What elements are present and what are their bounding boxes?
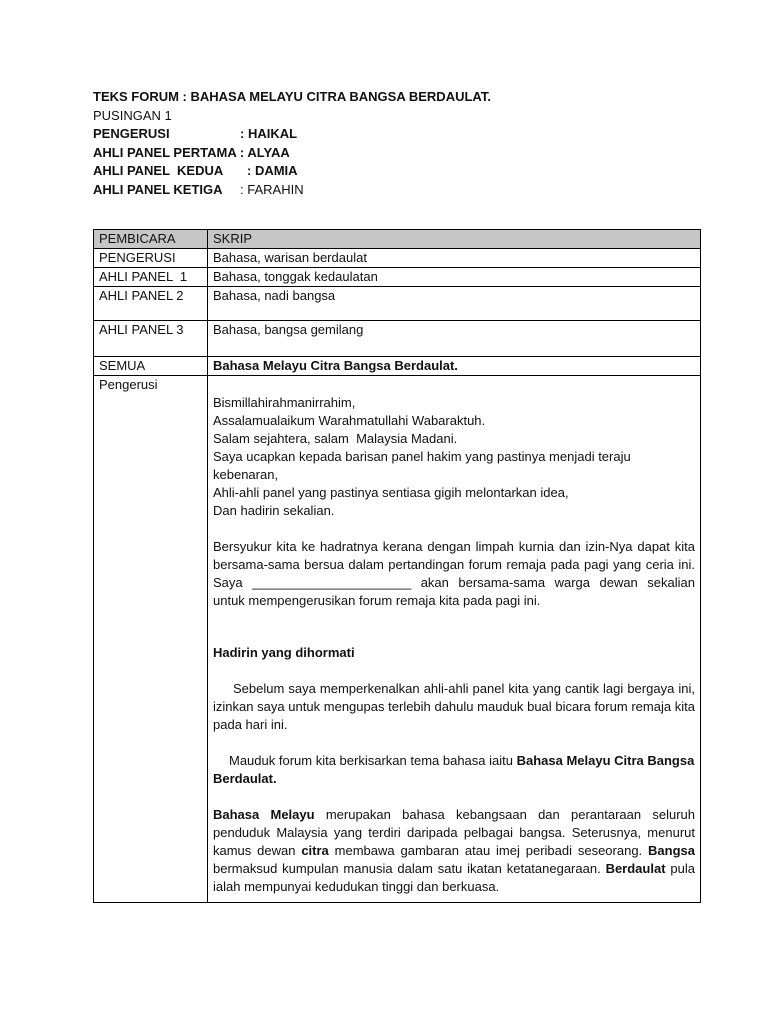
definition-text: bermaksud kumpulan manusia dalam satu ikatan ketatanegaraan. [213, 861, 606, 876]
speaker-cell: PENGERUSI [94, 249, 208, 268]
opening-line: Assalamualaikum Warahmatullahi Wabaraktuh. [213, 413, 486, 428]
role-separator: : [240, 181, 248, 197]
script-cell: Bahasa, tonggak kedaulatan [208, 268, 701, 287]
table-header-row [94, 230, 701, 249]
role-name: HAIKAL [247, 126, 298, 141]
theme-text: Mauduk forum kita berkisarkan tema bahasa iaitu [229, 753, 517, 768]
opening-line: Bismillahirahmanirrahim, [213, 395, 356, 410]
paragraph-gratitude: Bersyukur kita ke hadratnya kerana dengan limpah kurnia dan izin-Nya dapat kita bersama-sama bersua dalam pertandingan forum remaja pada pagi yang ceria ini. Saya ______________________ akan bersama-sama warga dewan sekalian untuk mempengerusikan forum remaja kita pada pagi ini. [213, 539, 695, 608]
role-label: PENGERUSI [93, 126, 170, 141]
column-header-script: SKRIP [208, 230, 701, 249]
script-cell: Bahasa, bangsa gemilang [208, 321, 701, 357]
speaker-cell: AHLI PANEL 2 [94, 287, 208, 321]
opening-line: Dan hadirin sekalian. [213, 503, 335, 518]
role-separator: : [239, 144, 248, 160]
table-row [94, 268, 701, 287]
table-row [94, 249, 701, 268]
definition-text: membawa gambaran atau imej peribadi seseorang. [328, 843, 649, 858]
column-header-speaker: PEMBICARA [94, 230, 208, 249]
speaker-cell: AHLI PANEL 3 [94, 321, 208, 357]
definition-text: pula ialah mempunyai kedudukan tinggi dan berkuasa. [213, 861, 695, 894]
paragraph-theme [213, 752, 695, 788]
theme-title: Bahasa Melayu Citra Bangsa Berdaulat. [213, 753, 695, 786]
opening-line: Salam sejahtera, salam Malaysia Madani. [213, 431, 458, 446]
role-separator: : [240, 126, 248, 141]
role-name: DAMIA [254, 163, 298, 178]
table-row [94, 321, 701, 357]
opening-line: Ahli-ahli panel yang pastinya sentiasa gigih melontarkan idea, [213, 485, 569, 500]
role-chairperson [93, 125, 491, 144]
speaker-cell: SEMUA [94, 357, 208, 376]
term-bangsa: Bangsa [648, 843, 695, 858]
chair-script-cell [208, 376, 701, 903]
role-label: AHLI PANEL KETIGA [93, 181, 223, 197]
term-citra: citra [301, 843, 329, 858]
document-title: TEKS FORUM : BAHASA MELAYU CITRA BANGSA BERDAULAT. [93, 89, 491, 104]
table-row [94, 357, 701, 376]
role-separator: : [247, 163, 255, 178]
role-panel-1 [93, 144, 491, 163]
paragraph-introduction: Sebelum saya memperkenalkan ahli-ahli panel kita yang cantik lagi bergaya ini, izinkan saya untuk mengupas terlebih dahulu mauduk bual bicara forum remaja kita pada hari ini. [213, 681, 695, 732]
section-heading: Hadirin yang dihormati [213, 645, 355, 660]
script-cell: Bahasa, warisan berdaulat [208, 249, 701, 268]
role-panel-2 [93, 162, 491, 181]
speaker-cell: Pengerusi [94, 376, 208, 903]
role-panel-3 [93, 181, 491, 200]
table-row [94, 287, 701, 321]
speaker-cell: AHLI PANEL 1 [94, 268, 208, 287]
table-row-chair-script [94, 376, 701, 903]
forum-script-table [93, 229, 701, 903]
term-bahasa-melayu: Bahasa Melayu [213, 807, 315, 822]
round-label: PUSINGAN 1 [93, 107, 172, 123]
paragraph-definitions [213, 806, 695, 896]
forum-header [93, 88, 491, 199]
role-label: AHLI PANEL KEDUA [93, 163, 224, 178]
script-cell: Bahasa Melayu Citra Bangsa Berdaulat. [208, 357, 701, 376]
role-label: AHLI PANEL PERTAMA [93, 144, 237, 160]
script-cell: Bahasa, nadi bangsa [208, 287, 701, 321]
term-berdaulat: Berdaulat [605, 861, 666, 876]
role-name: ALYAA [247, 144, 290, 160]
opening-line: Saya ucapkan kepada barisan panel hakim yang pastinya menjadi teraju kebenaran, [213, 449, 631, 482]
definition-text: merupakan bahasa kebangsaan dan perantaraan seluruh penduduk Malaysia yang terdiri daripada pelbagai bangsa. Seterusnya, menurut kamus dewan [213, 807, 696, 858]
role-name: FARAHIN [247, 181, 304, 197]
